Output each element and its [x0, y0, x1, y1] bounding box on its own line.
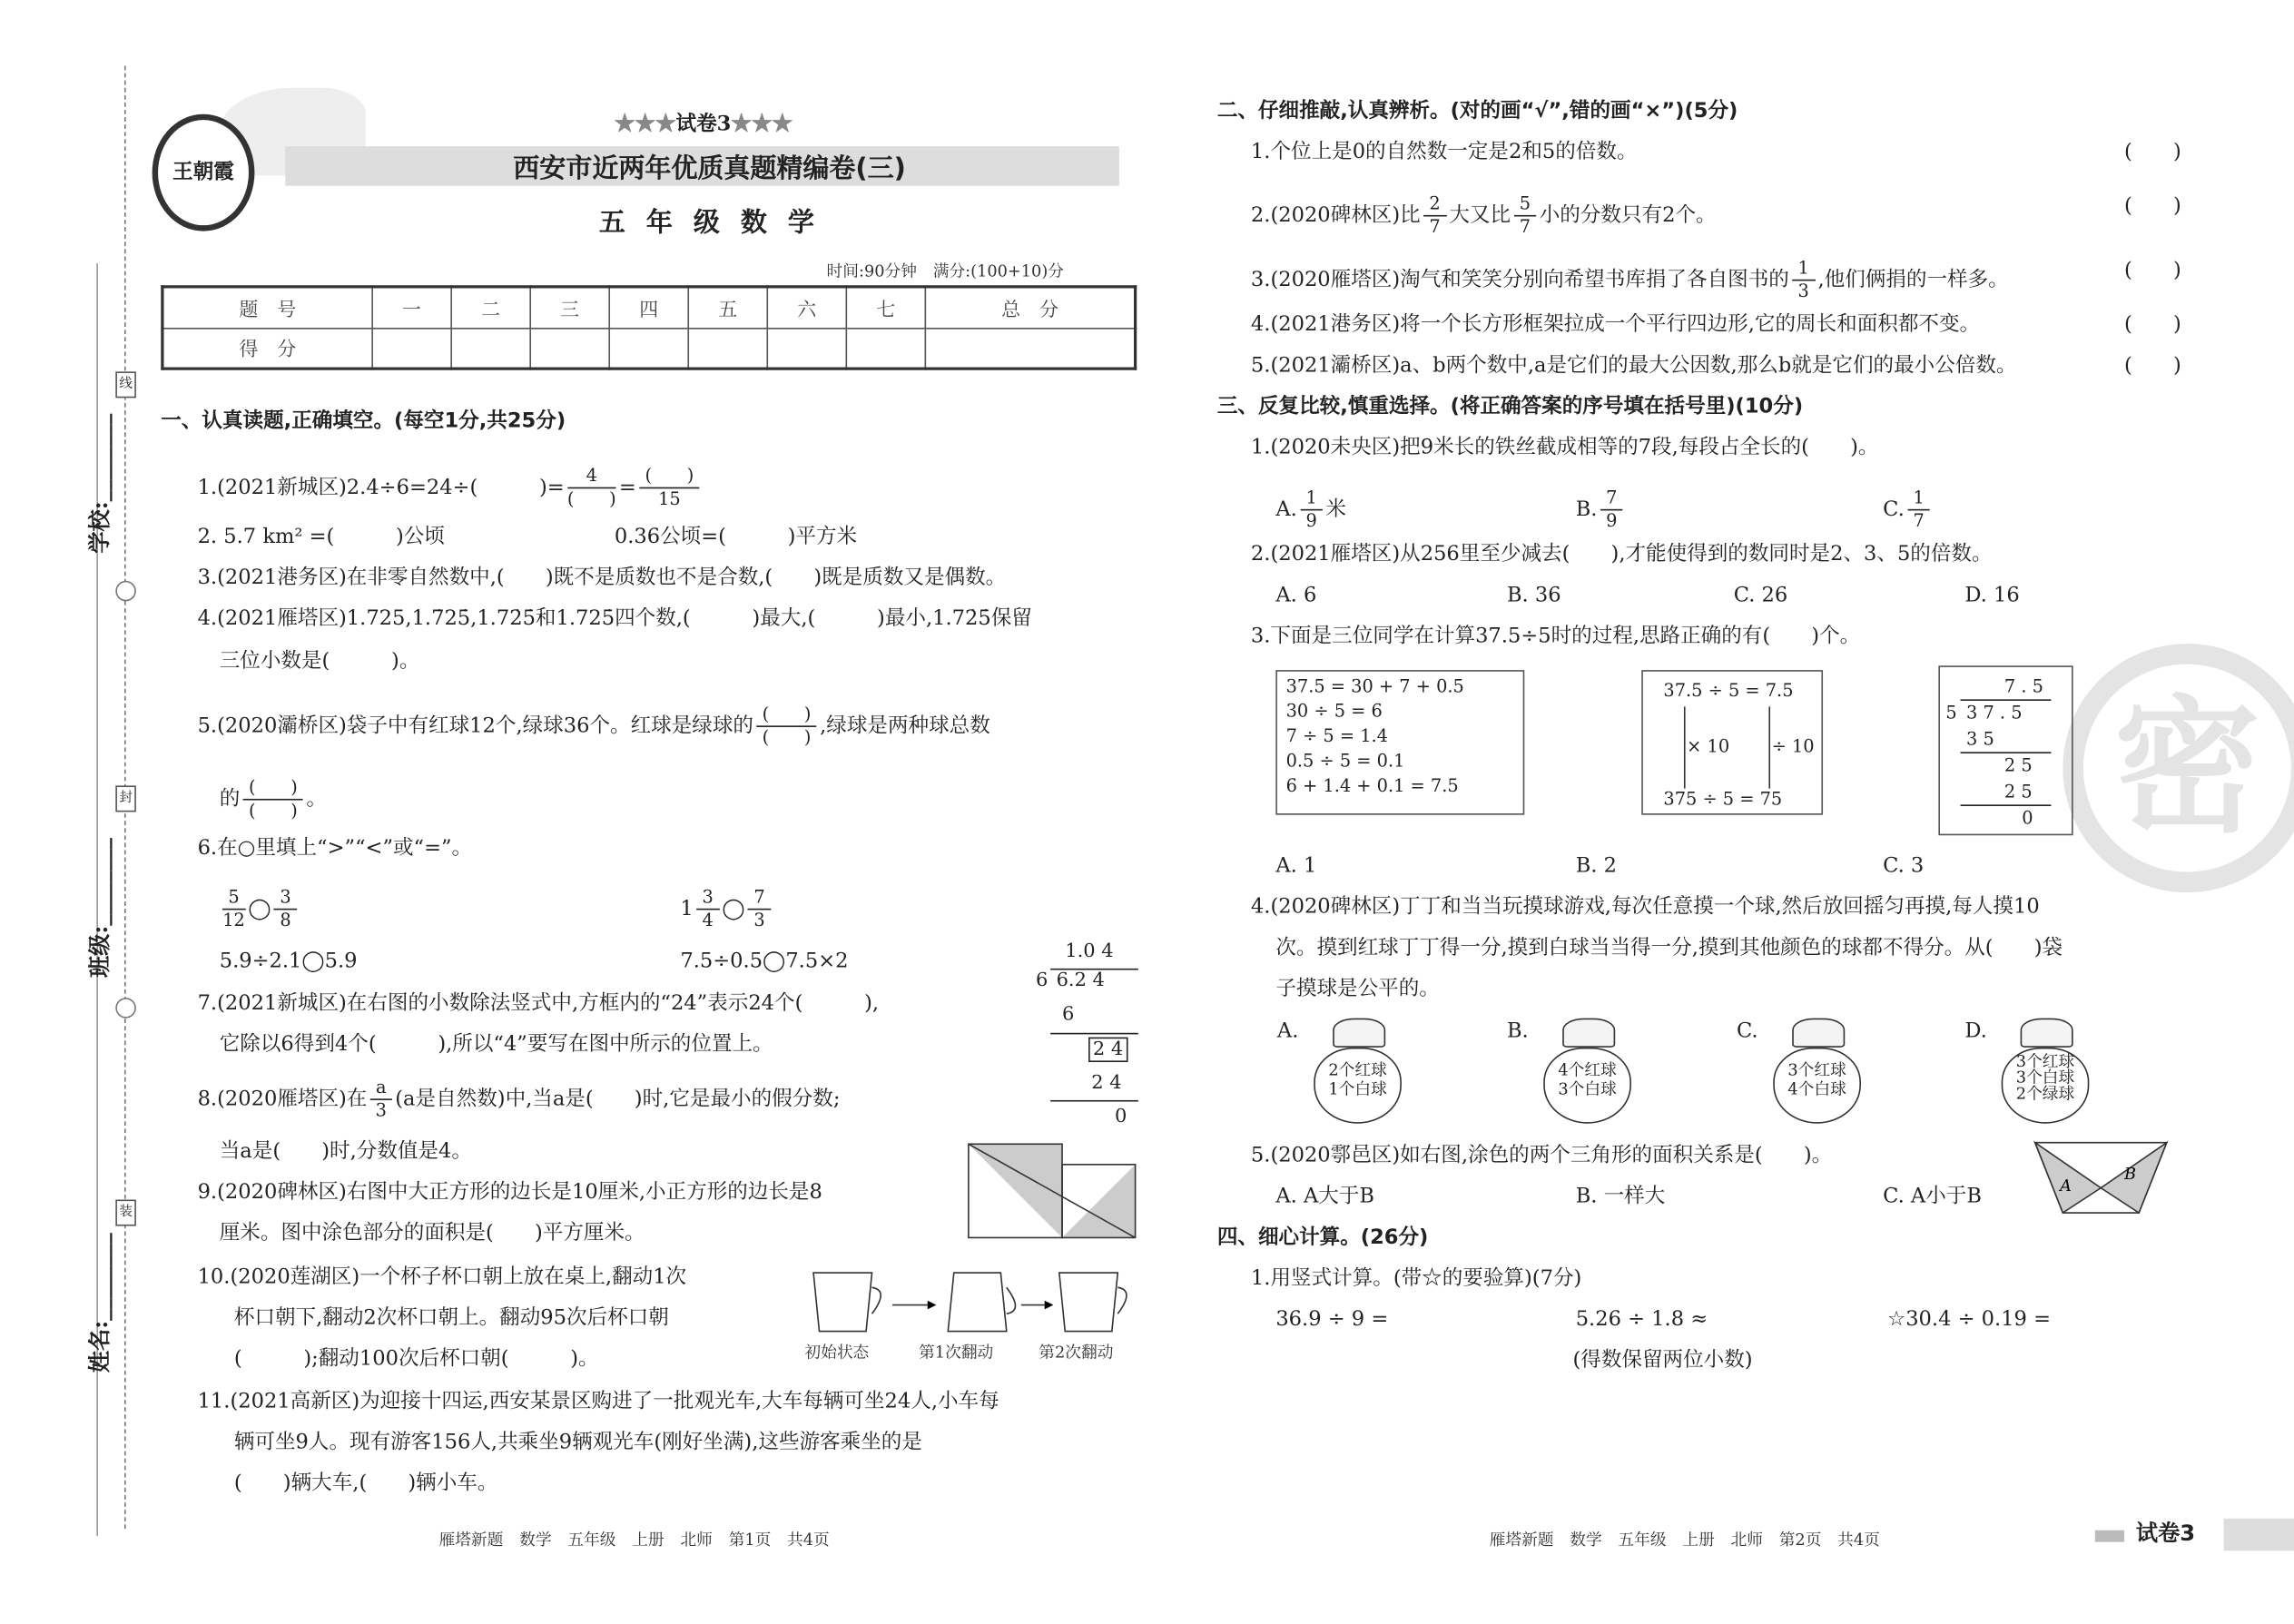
numerator: 3	[696, 887, 719, 910]
bag-line: 4个红球	[1558, 1060, 1617, 1080]
page-title: 西安市近两年优质真题精编卷(三)	[513, 153, 906, 185]
question-7-cont	[220, 1031, 773, 1058]
question-4	[198, 605, 1032, 632]
option-c: C. A小于B	[1883, 1185, 1982, 1209]
choice-1	[1251, 435, 1879, 461]
option-b: B. 一样大	[1575, 1185, 1666, 1209]
option-c: C. 26	[1733, 584, 1788, 607]
text-segment: 次。摸到红球丁丁得一分,摸到白球当当得一分,摸到其他颜色的球都不得分。从( )袋	[1275, 936, 2063, 960]
subtrahend: 2 4	[1091, 1072, 1122, 1095]
judge-3	[1251, 258, 2009, 303]
answer-blank[interactable]: ( )	[2124, 312, 2181, 337]
choice-5	[1251, 1143, 1832, 1169]
text-segment: 杯口朝下,翻动2次杯口朝上。翻动95次后杯口朝	[233, 1306, 669, 1330]
text-segment: 子摸球是公平的。	[1275, 977, 1440, 1001]
question-6	[198, 835, 473, 861]
header-cell: 二	[451, 287, 530, 328]
calc-line: 375 ÷ 5 = 75	[1663, 788, 1783, 810]
option-c: C. 3	[1883, 854, 1925, 878]
text-segment: 5.(2020鄠邑区)如右图,涂色的两个三角形的面积关系是( )。	[1250, 1144, 1833, 1168]
compare-4	[680, 948, 848, 974]
question-9-cont	[220, 1220, 645, 1246]
subtrahend: 2 5	[2004, 781, 2033, 802]
fraction	[1300, 487, 1323, 533]
text-segment: ( );翻动100次后杯口朝( )。	[233, 1347, 599, 1372]
choice-3	[1251, 624, 1860, 650]
name-field[interactable]: 姓名:________	[86, 1233, 113, 1373]
choice-2	[1251, 541, 1993, 567]
bag-line: 3个红球	[2015, 1051, 2075, 1071]
denominator: 9	[1606, 510, 1618, 532]
subtrahend: 6	[1062, 1003, 1075, 1026]
compare-3	[220, 948, 358, 974]
answer-blank[interactable]: ( )	[2124, 259, 2181, 283]
numerator: 2	[1423, 193, 1446, 217]
divisor: 6	[1036, 969, 1049, 992]
text-segment: ◯	[248, 897, 271, 921]
text-segment: 1.(2020未央区)把9米长的铁丝截成相等的7段,每段占全长的( )。	[1250, 436, 1879, 460]
bag-icon	[1333, 1019, 1385, 1048]
fraction	[756, 704, 817, 749]
score-header-row	[162, 287, 1136, 328]
compare-1	[220, 887, 300, 932]
divisor: 5	[1945, 702, 1957, 723]
text-segment: 1.(2021新城区)2.4÷6=24÷( )=	[197, 476, 565, 500]
score-cell[interactable]	[925, 328, 1135, 369]
text-segment: 米	[1325, 497, 1346, 522]
squares-figure	[966, 1141, 1141, 1246]
binding-mark-seal: 封	[115, 785, 136, 812]
up-arrow-icon	[1768, 706, 1770, 788]
question-9	[198, 1179, 822, 1206]
fraction	[274, 887, 297, 932]
fraction	[243, 777, 304, 822]
question-11-cont2	[234, 1471, 498, 1497]
quotient: 1.0 4	[1065, 940, 1114, 963]
subtrahend: 3 5	[1965, 728, 1994, 750]
bag-label: C.	[1736, 1019, 1758, 1044]
bag-icon	[1792, 1019, 1845, 1048]
school-field[interactable]: 学校:________	[86, 413, 113, 554]
text-segment: 1	[680, 897, 694, 921]
exam-meta: 时间:90分钟 满分:(100+10)分	[826, 261, 1064, 281]
text-segment: 1.用竖式计算。(带☆的要验算)(7分)	[1250, 1266, 1582, 1291]
text-segment: 5.(2020灞桥区)袋子中有红球12个,绿球36个。红球是绿球的	[197, 714, 753, 739]
text-segment: 它除以6得到4个( ),所以“4”要写在图中所示的位置上。	[219, 1032, 773, 1057]
text-segment: 10.(2020莲湖区)一个杯子杯口朝上放在桌上,翻动1次	[197, 1265, 687, 1289]
cup-label: 第1次翻动	[919, 1343, 994, 1363]
cup-up-icon	[813, 1273, 871, 1331]
paper-corner-label: 试卷3	[2135, 1520, 2196, 1547]
bag-line: 3个白球	[1558, 1079, 1617, 1099]
text-segment: 4.(2021港务区)将一个长方形框架拉成一个平行四边形,它的周长和面积都不变。	[1250, 312, 1981, 337]
text-segment: =	[618, 476, 636, 500]
binding-mark-line: 线	[115, 371, 136, 398]
text-segment: 7.(2021新城区)在右图的小数除法竖式中,方框内的“24”表示24个( ),	[197, 991, 880, 1016]
section-2-heading: 二、仔细推敲,认真辨析。(对的画“√”,错的画“×”)(5分)	[1216, 99, 1738, 123]
numerator: 5	[1513, 193, 1536, 217]
choice-4	[1251, 894, 2040, 920]
dividend: 6.2 4	[1056, 969, 1105, 992]
option-a: A. 1	[1275, 854, 1317, 878]
cup-up-icon	[1059, 1273, 1117, 1331]
score-cell[interactable]	[688, 328, 767, 369]
text-segment: 3.(2020雁塔区)淘气和笑笑分别向希望书库捐了各自图书的	[1250, 268, 1789, 292]
text-segment: 大又比	[1449, 203, 1511, 228]
question-10	[198, 1264, 687, 1290]
bag-line: 4个白球	[1787, 1079, 1846, 1099]
numerator: 7	[1600, 487, 1623, 511]
numerator: ( )	[243, 777, 304, 801]
text-segment: 4.(2021雁塔区)1.725,1.7̇25̇,1.72̇5̇和1.725̇四个数,( )最大,( )最小,1.72̇5̇保留	[197, 606, 1032, 631]
numerator: ( )	[756, 704, 817, 727]
fraction	[1513, 193, 1536, 239]
question-7	[198, 990, 880, 1017]
header-cell: 总 分	[925, 287, 1135, 328]
bag-b	[1543, 1048, 1631, 1124]
denominator: 3	[1797, 281, 1809, 301]
fraction	[370, 1077, 392, 1122]
fraction	[696, 887, 719, 932]
numerator: 7	[748, 887, 771, 910]
text-segment: (a是自然数)中,当a是( )时,它是最小的假分数;	[395, 1088, 841, 1112]
seal-text: 密	[2113, 680, 2260, 853]
text-segment: 6.在○里填上“>”“<”或“=”。	[197, 836, 473, 861]
bag-line: 3个白球	[2015, 1068, 2075, 1088]
binding-hole-icon	[115, 581, 136, 602]
numerator: ( )	[639, 465, 700, 488]
text-segment: 2.(2020碑林区)比	[1250, 203, 1421, 228]
bag-icon	[1562, 1019, 1615, 1048]
text-segment: 5.9÷2.1◯5.9	[219, 949, 358, 973]
bag-line: 2个绿球	[2015, 1084, 2075, 1104]
calc-line: 30 ÷ 5 = 6	[1285, 700, 1383, 722]
method-box-3	[1938, 665, 2072, 835]
fraction	[1423, 193, 1446, 239]
bag-d	[2002, 1048, 2090, 1124]
remainder: 0	[1115, 1106, 1127, 1128]
denominator: 15	[658, 488, 681, 509]
bag-c	[1773, 1048, 1861, 1124]
text-segment: ,绿球是两种球总数	[820, 714, 990, 739]
bag-label: A.	[1276, 1019, 1299, 1044]
denominator: 3	[375, 1099, 387, 1121]
numerator: 1	[1792, 258, 1815, 281]
text-segment: ◯	[722, 897, 745, 921]
denominator: 7	[1519, 216, 1531, 238]
fraction	[1600, 487, 1623, 533]
calc-line: 37.5 = 30 + 7 + 0.5	[1285, 675, 1464, 697]
option-a: A. 6	[1275, 584, 1317, 607]
denominator: 8	[280, 910, 291, 930]
text-segment: A.	[1275, 497, 1297, 522]
boxed-24: 2 4	[1088, 1038, 1127, 1062]
text-segment: 3.下面是三位同学在计算37.5÷5时的过程,思路正确的有( )个。	[1250, 625, 1861, 648]
trapezoid-figure	[2031, 1138, 2171, 1217]
dividend: 3 7 . 5	[1965, 702, 2023, 723]
long-division-figure	[1036, 940, 1141, 1137]
question-1	[198, 465, 703, 510]
binding-hole-icon	[115, 998, 136, 1019]
text-segment: 7.5÷0.5◯7.5×2	[680, 949, 849, 973]
page-footer-right: 雁塔新题 数学 五年级 上册 北师 第2页 共4页	[1489, 1530, 1880, 1550]
cup-label: 第2次翻动	[1039, 1343, 1114, 1363]
fraction	[567, 465, 616, 510]
text-segment: ,他们俩捐的一样多。	[1817, 268, 2009, 292]
method-box-2	[1641, 670, 1823, 815]
fraction	[748, 887, 771, 932]
header-cell: 四	[609, 287, 688, 328]
section-1-heading: 一、认真读题,正确填空。(每空1分,共25分)	[161, 409, 566, 434]
calc-line: 37.5 ÷ 5 = 7.5	[1663, 680, 1794, 701]
cup-down-icon	[948, 1273, 1006, 1331]
fraction	[639, 465, 700, 510]
fraction	[1907, 487, 1930, 533]
choice-4-cont	[1275, 935, 2063, 961]
stars-icon: ★★★	[731, 113, 793, 136]
compare-2	[680, 887, 773, 932]
corner-dots-icon	[2095, 1530, 2124, 1542]
choice-4-cont2	[1275, 976, 1439, 1002]
header-cell: 六	[767, 287, 846, 328]
corner-bar	[2224, 1519, 2294, 1550]
brand-logo	[153, 114, 255, 231]
text-segment: 5.(2021灞桥区)a、b两个数中,a是它们的最大公因数,那么b就是它们的最小公倍数。	[1250, 354, 2017, 378]
bag-line: 1个白球	[1328, 1079, 1387, 1099]
text-segment: 3.(2021港务区)在非零自然数中,( )既不是质数也不是合数,( )既是质数又是偶数。	[197, 566, 1007, 590]
method-box-1	[1275, 670, 1524, 815]
answer-blank[interactable]: ( )	[2124, 354, 2181, 378]
divide-label: ÷ 10	[1771, 735, 1815, 757]
question-5-cont	[220, 777, 327, 822]
denominator: ( )	[248, 800, 298, 822]
option-a	[1275, 487, 1346, 533]
denominator: 7	[1913, 510, 1925, 532]
score-cell[interactable]	[530, 328, 609, 369]
remainder-line: 2 5	[2004, 754, 2033, 776]
option-b	[1576, 487, 1626, 533]
text-segment: 8.(2020雁塔区)在	[197, 1088, 368, 1112]
score-cell[interactable]	[372, 328, 451, 369]
calc-item: 5.26 ÷ 1.8 ≈	[1575, 1307, 1708, 1332]
seal-watermark	[2063, 644, 2294, 892]
header-cell: 七	[846, 287, 925, 328]
text-segment: 三位小数是( )。	[219, 649, 420, 674]
row-label: 得 分	[162, 328, 372, 369]
score-cell[interactable]	[451, 328, 530, 369]
remainder: 0	[2022, 807, 2033, 829]
header-cell: 五	[688, 287, 767, 328]
text-segment: 9.(2020碑林区)右图中大正方形的边长是10厘米,小正方形的边长是8	[197, 1180, 822, 1205]
multiply-label: × 10	[1687, 735, 1730, 757]
question-2b	[615, 524, 857, 550]
bag-a	[1314, 1048, 1402, 1124]
text-segment: 2. 5.7 km² =( )公顷	[197, 525, 445, 549]
text-segment: 。	[306, 787, 327, 812]
option-b: B. 2	[1575, 854, 1617, 878]
bag-icon	[2021, 1019, 2073, 1048]
calc-line: 6 + 1.4 + 0.1 = 7.5	[1285, 775, 1459, 796]
question-3	[198, 565, 1007, 591]
text-segment: 的	[219, 787, 241, 812]
calc-item: ☆30.4 ÷ 0.19 =	[1886, 1307, 2052, 1332]
score-cell[interactable]	[846, 328, 925, 369]
question-8-cont	[220, 1138, 472, 1165]
text-segment: 0.36公顷=( )平方米	[614, 525, 858, 549]
text-segment: 11.(2021高新区)为迎接十四运,西安某景区购进了一批观光车,大车每辆可坐24人,小车每	[197, 1390, 999, 1413]
option-b: B. 36	[1506, 584, 1561, 607]
denominator: ( )	[762, 726, 812, 748]
question-8	[198, 1077, 841, 1122]
text-segment: 厘米。图中涂色部分的面积是( )平方厘米。	[219, 1221, 645, 1245]
numerator: 1	[1300, 487, 1323, 511]
score-cell[interactable]	[609, 328, 688, 369]
fraction	[222, 887, 245, 932]
question-11	[198, 1388, 999, 1414]
page-footer-left: 雁塔新题 数学 五年级 上册 北师 第1页 共4页	[438, 1530, 830, 1550]
paper-label	[615, 111, 793, 137]
calc-line: 7 ÷ 5 = 1.4	[1285, 725, 1388, 746]
denominator: ( )	[566, 488, 616, 509]
header-cell: 一	[372, 287, 451, 328]
numerator: 3	[274, 887, 297, 910]
denominator: 7	[1429, 216, 1441, 238]
binding-mark-bind: 装	[115, 1200, 136, 1226]
bag-line: 3个红球	[1787, 1060, 1846, 1080]
text-segment: ( )辆大车,( )辆小车。	[233, 1471, 498, 1496]
question-10-cont2	[234, 1346, 599, 1373]
question-2a	[198, 524, 445, 550]
judge-2	[1251, 193, 1717, 239]
paper-number: 试卷3	[675, 113, 732, 136]
fraction	[1792, 258, 1815, 303]
judge-4	[1251, 311, 1980, 338]
calc-note: (得数保留两位小数)	[1572, 1348, 1753, 1373]
page-subtitle: 五 年 级 数 学	[598, 207, 821, 239]
denominator: 4	[702, 910, 714, 930]
header-cell: 题 号	[162, 287, 372, 328]
judge-5	[1251, 352, 2017, 379]
shaded-triangle	[1062, 1165, 1136, 1238]
numerator: 5	[222, 887, 245, 910]
text-segment: C.	[1883, 497, 1905, 522]
text-segment: 小的分数只有2个。	[1539, 203, 1717, 228]
label-b: B	[2124, 1165, 2137, 1184]
option-c	[1883, 487, 1933, 533]
calc-item: 36.9 ÷ 9 =	[1275, 1307, 1389, 1332]
calc-question-1	[1251, 1265, 1581, 1292]
question-5	[198, 704, 990, 749]
shaded-triangle	[969, 1144, 1062, 1237]
answer-blank[interactable]: ( )	[2124, 194, 2181, 219]
option-a: A. A大于B	[1275, 1185, 1374, 1209]
section-4-heading: 四、细心计算。(26分)	[1216, 1225, 1429, 1250]
text-segment: B.	[1575, 497, 1598, 522]
calc-line: 0.5 ÷ 5 = 0.1	[1285, 750, 1405, 772]
stars-icon: ★★★	[614, 113, 676, 136]
text-segment: 当a是( )时,分数值是4。	[219, 1139, 472, 1164]
denominator: 12	[222, 910, 245, 930]
text-segment: 辆可坐9人。现有游客156人,共乘坐9辆观光车(刚好坐满),这些游客乘坐的是	[233, 1431, 922, 1454]
denominator: 9	[1305, 510, 1317, 532]
text-segment: 1.个位上是0的自然数一定是2和5的倍数。	[1250, 140, 1638, 164]
class-field[interactable]: 班级:________	[86, 838, 113, 978]
down-arrow-icon	[1684, 706, 1686, 788]
answer-blank[interactable]: ( )	[2124, 140, 2181, 164]
text-segment: 4.(2020碑林区)丁丁和当当玩摸球游戏,每次任意摸一个球,然后放回摇匀再摸,每人摸10	[1250, 895, 2040, 920]
bag-label: D.	[1964, 1019, 1987, 1044]
score-cell[interactable]	[767, 328, 846, 369]
bag-label: B.	[1506, 1019, 1529, 1044]
question-10-cont	[234, 1305, 669, 1332]
bag-line: 2个红球	[1328, 1060, 1387, 1080]
quotient: 7 . 5	[2004, 675, 2043, 697]
score-table	[161, 285, 1137, 369]
judge-1	[1251, 139, 1638, 165]
cup-flip-figure	[802, 1261, 1141, 1343]
score-row	[162, 328, 1136, 369]
label-a: A	[2060, 1176, 2072, 1196]
section-3-heading: 三、反复比较,慎重选择。(将正确答案的序号填在括号里)(10分)	[1216, 395, 1804, 418]
header-cell: 三	[530, 287, 609, 328]
question-4-cont	[220, 648, 420, 674]
text-segment: 2.(2021雁塔区)从256里至少减去( ),才能使得到的数同时是2、3、5的倍数。	[1250, 542, 1993, 566]
numerator: 1	[1907, 487, 1930, 511]
logo-text: 王朝霞	[172, 161, 234, 185]
denominator: 3	[753, 910, 765, 930]
question-11-cont	[234, 1430, 922, 1456]
option-d: D. 16	[1964, 584, 2020, 607]
cup-label: 初始状态	[804, 1343, 870, 1363]
numerator: a	[370, 1077, 392, 1100]
numerator: 4	[567, 465, 616, 488]
